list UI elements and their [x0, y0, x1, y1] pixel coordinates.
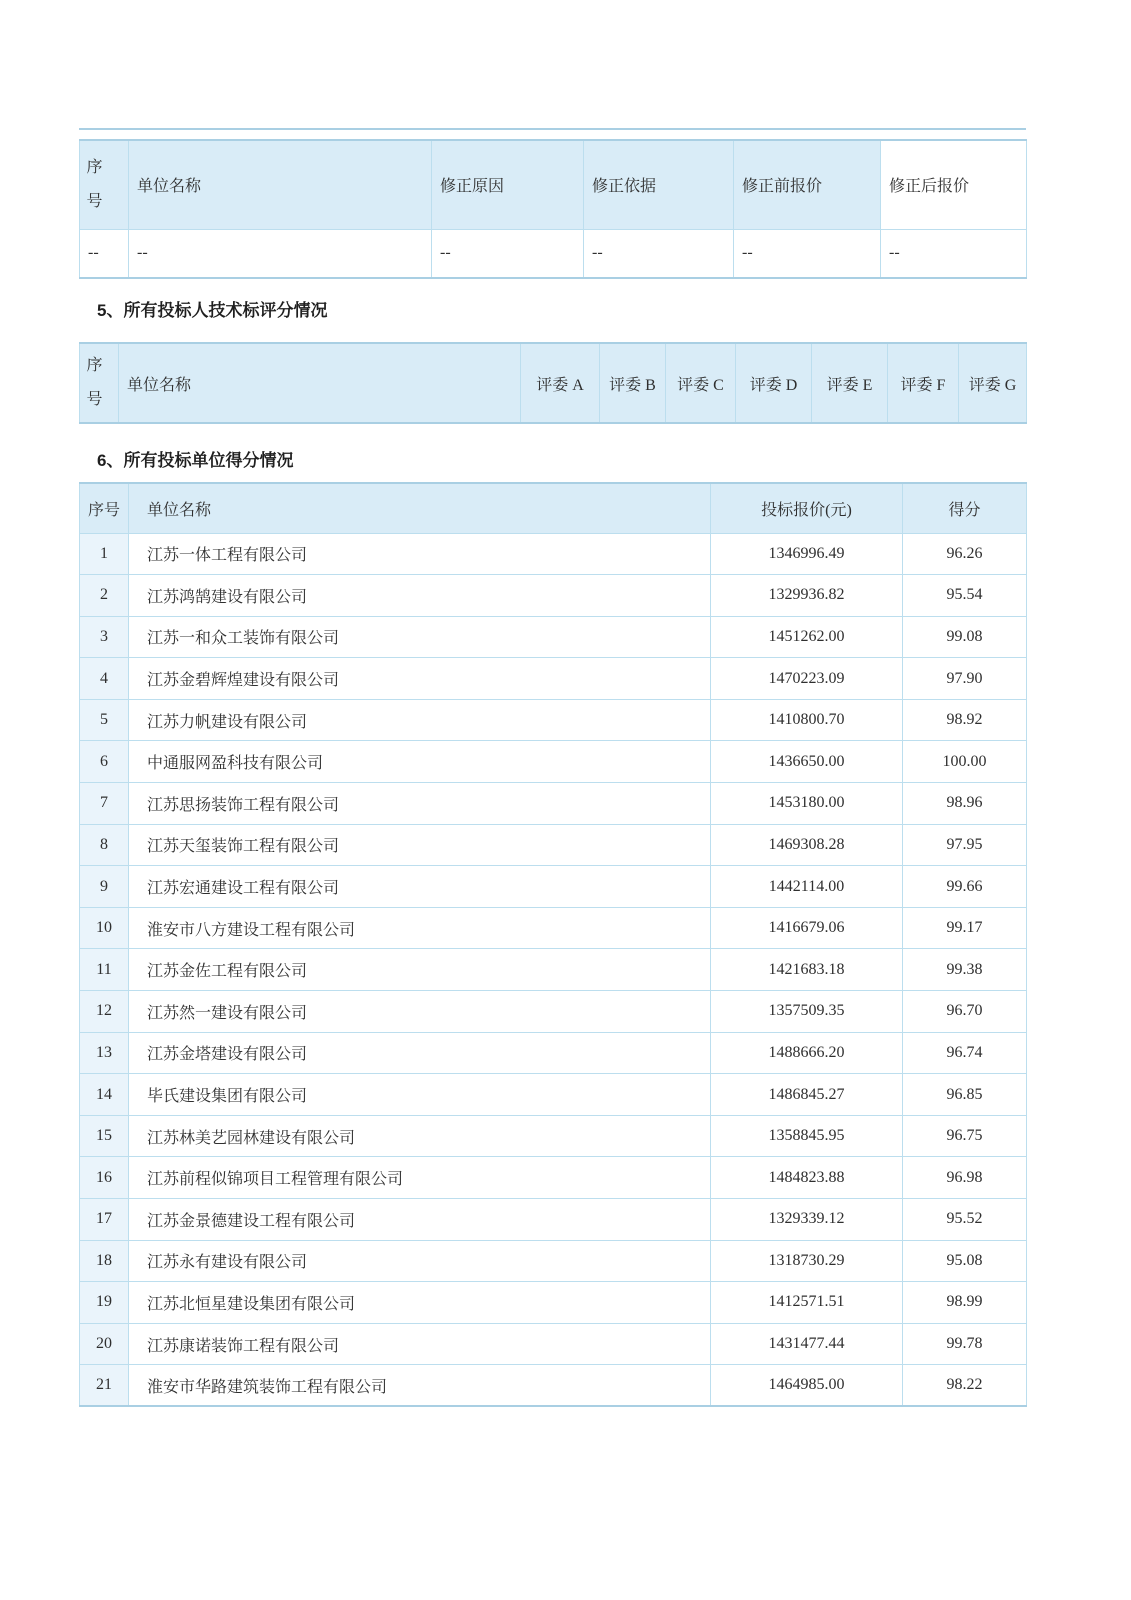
bid-price-cell: 1453180.00 — [711, 783, 903, 825]
bid-price-cell: 1358845.95 — [711, 1115, 903, 1157]
bid-price-cell: 1329936.82 — [711, 575, 903, 617]
bid-price-cell: 1421683.18 — [711, 949, 903, 991]
header-row — [80, 483, 1027, 533]
score-cell: 99.17 — [903, 907, 1027, 949]
row-index-cell: 6 — [80, 741, 129, 783]
bid-price-cell: 1412571.51 — [711, 1282, 903, 1324]
table-row — [80, 616, 1027, 658]
company-name-cell: 江苏思扬装饰工程有限公司 — [129, 783, 711, 825]
score-cell: 96.70 — [903, 991, 1027, 1033]
company-name-cell: 江苏金佐工程有限公司 — [129, 949, 711, 991]
bid-price-cell: 1357509.35 — [711, 991, 903, 1033]
row-index-cell: 19 — [80, 1282, 129, 1324]
score-cell: 96.98 — [903, 1157, 1027, 1199]
col-header-company: 单位名称 — [119, 343, 521, 423]
col-header-judge-e: 评委 E — [812, 343, 888, 423]
score-cell: 95.54 — [903, 575, 1027, 617]
table-row — [80, 1199, 1027, 1241]
correction-table-header — [80, 140, 1027, 229]
bid-price-cell: 1470223.09 — [711, 658, 903, 700]
col-header-score: 得分 — [903, 483, 1027, 533]
bid-price-cell: 1464985.00 — [711, 1365, 903, 1407]
seq-header-label: 序号 — [86, 357, 103, 408]
table-row — [80, 1074, 1027, 1116]
table-row — [80, 1365, 1027, 1407]
tech-score-table-header — [80, 343, 1027, 423]
score-cell: 98.99 — [903, 1282, 1027, 1324]
placeholder-cell: -- — [432, 229, 584, 278]
score-cell: 100.00 — [903, 741, 1027, 783]
row-index-cell: 8 — [80, 824, 129, 866]
bid-price-cell: 1431477.44 — [711, 1323, 903, 1365]
placeholder-cell: -- — [881, 229, 1027, 278]
company-name-cell: 江苏康诺装饰工程有限公司 — [129, 1323, 711, 1365]
bid-price-cell: 1442114.00 — [711, 866, 903, 908]
table-row — [80, 824, 1027, 866]
col-header-price-after: 修正后报价 — [881, 140, 1027, 229]
col-header-seq — [80, 343, 119, 423]
company-name-cell: 江苏金塔建设有限公司 — [129, 1032, 711, 1074]
header-row — [80, 140, 1027, 229]
row-index-cell: 3 — [80, 616, 129, 658]
table-row — [80, 533, 1027, 575]
table-row — [80, 575, 1027, 617]
score-cell: 99.38 — [903, 949, 1027, 991]
company-name-cell: 江苏永有建设有限公司 — [129, 1240, 711, 1282]
row-index-cell: 16 — [80, 1157, 129, 1199]
tech-score-table — [79, 342, 1027, 424]
col-header-judge-d: 评委 D — [736, 343, 812, 423]
bid-price-cell: 1436650.00 — [711, 741, 903, 783]
placeholder-cell: -- — [80, 229, 129, 278]
score-cell: 97.90 — [903, 658, 1027, 700]
company-name-cell: 江苏前程似锦项目工程管理有限公司 — [129, 1157, 711, 1199]
col-header-seq — [80, 140, 129, 229]
row-index-cell: 20 — [80, 1323, 129, 1365]
company-name-cell: 江苏然一建设有限公司 — [129, 991, 711, 1033]
table-row — [80, 699, 1027, 741]
score-cell: 96.26 — [903, 533, 1027, 575]
col-header-bid-price: 投标报价(元) — [711, 483, 903, 533]
row-index-cell: 10 — [80, 907, 129, 949]
bid-price-cell: 1451262.00 — [711, 616, 903, 658]
section-5-heading: 5、所有投标人技术标评分情况 — [97, 301, 328, 320]
table-row — [80, 907, 1027, 949]
bid-price-cell: 1469308.28 — [711, 824, 903, 866]
score-cell: 98.22 — [903, 1365, 1027, 1407]
col-header-judge-f: 评委 F — [888, 343, 959, 423]
score-cell: 95.08 — [903, 1240, 1027, 1282]
company-name-cell: 江苏北恒星建设集团有限公司 — [129, 1282, 711, 1324]
col-header-judge-b: 评委 B — [600, 343, 666, 423]
col-header-seq: 序号 — [80, 483, 129, 533]
company-name-cell: 江苏金碧辉煌建设有限公司 — [129, 658, 711, 700]
section-6-heading: 6、所有投标单位得分情况 — [97, 451, 294, 470]
company-name-cell: 中通服网盈科技有限公司 — [129, 741, 711, 783]
company-name-cell: 江苏宏通建设工程有限公司 — [129, 866, 711, 908]
table-row — [80, 1032, 1027, 1074]
company-name-cell: 淮安市华路建筑装饰工程有限公司 — [129, 1365, 711, 1407]
header-row — [80, 343, 1027, 423]
company-name-cell: 毕氏建设集团有限公司 — [129, 1074, 711, 1116]
company-name-cell: 江苏一体工程有限公司 — [129, 533, 711, 575]
row-index-cell: 11 — [80, 949, 129, 991]
company-name-cell: 江苏林美艺园林建设有限公司 — [129, 1115, 711, 1157]
placeholder-row — [80, 229, 1027, 278]
row-index-cell: 1 — [80, 533, 129, 575]
col-header-price-before: 修正前报价 — [734, 140, 881, 229]
table-row — [80, 949, 1027, 991]
row-index-cell: 15 — [80, 1115, 129, 1157]
score-cell: 97.95 — [903, 824, 1027, 866]
bid-price-cell: 1346996.49 — [711, 533, 903, 575]
placeholder-cell: -- — [129, 229, 432, 278]
score-cell: 98.96 — [903, 783, 1027, 825]
table-row — [80, 741, 1027, 783]
row-index-cell: 13 — [80, 1032, 129, 1074]
bid-price-cell: 1484823.88 — [711, 1157, 903, 1199]
score-cell: 95.52 — [903, 1199, 1027, 1241]
table-row — [80, 783, 1027, 825]
table-break-rule — [79, 128, 1026, 130]
row-index-cell: 5 — [80, 699, 129, 741]
score-table-header — [80, 483, 1027, 533]
score-cell: 96.74 — [903, 1032, 1027, 1074]
bid-price-cell: 1329339.12 — [711, 1199, 903, 1241]
col-header-correction-basis: 修正依据 — [584, 140, 734, 229]
score-cell: 99.08 — [903, 616, 1027, 658]
table-row — [80, 991, 1027, 1033]
col-header-judge-g: 评委 G — [959, 343, 1027, 423]
score-cell: 96.85 — [903, 1074, 1027, 1116]
score-cell: 98.92 — [903, 699, 1027, 741]
row-index-cell: 12 — [80, 991, 129, 1033]
bid-price-cell: 1488666.20 — [711, 1032, 903, 1074]
row-index-cell: 18 — [80, 1240, 129, 1282]
table-row — [80, 1282, 1027, 1324]
company-name-cell: 江苏鸿鹄建设有限公司 — [129, 575, 711, 617]
row-index-cell: 2 — [80, 575, 129, 617]
table-row — [80, 1323, 1027, 1365]
company-name-cell: 江苏金景德建设工程有限公司 — [129, 1199, 711, 1241]
bid-price-cell: 1318730.29 — [711, 1240, 903, 1282]
score-cell: 96.75 — [903, 1115, 1027, 1157]
score-table — [79, 482, 1027, 1407]
row-index-cell: 4 — [80, 658, 129, 700]
col-header-correction-reason: 修正原因 — [432, 140, 584, 229]
placeholder-cell: -- — [734, 229, 881, 278]
bid-price-cell: 1486845.27 — [711, 1074, 903, 1116]
score-cell: 99.78 — [903, 1323, 1027, 1365]
company-name-cell: 江苏一和众工装饰有限公司 — [129, 616, 711, 658]
table-row — [80, 1240, 1027, 1282]
row-index-cell: 9 — [80, 866, 129, 908]
table-row — [80, 1115, 1027, 1157]
col-header-company: 单位名称 — [129, 140, 432, 229]
score-cell: 99.66 — [903, 866, 1027, 908]
bid-price-cell: 1416679.06 — [711, 907, 903, 949]
company-name-cell: 江苏天玺装饰工程有限公司 — [129, 824, 711, 866]
table-row — [80, 866, 1027, 908]
score-table-body — [80, 533, 1027, 1406]
bid-price-cell: 1410800.70 — [711, 699, 903, 741]
company-name-cell: 江苏力帆建设有限公司 — [129, 699, 711, 741]
correction-table — [79, 139, 1027, 279]
row-index-cell: 21 — [80, 1365, 129, 1407]
row-index-cell: 17 — [80, 1199, 129, 1241]
table-row — [80, 658, 1027, 700]
col-header-judge-c: 评委 C — [666, 343, 736, 423]
col-header-company: 单位名称 — [129, 483, 711, 533]
col-header-judge-a: 评委 A — [521, 343, 600, 423]
placeholder-cell: -- — [584, 229, 734, 278]
seq-header-label: 序号 — [86, 158, 103, 210]
company-name-cell: 淮安市八方建设工程有限公司 — [129, 907, 711, 949]
table-row — [80, 1157, 1027, 1199]
row-index-cell: 14 — [80, 1074, 129, 1116]
row-index-cell: 7 — [80, 783, 129, 825]
